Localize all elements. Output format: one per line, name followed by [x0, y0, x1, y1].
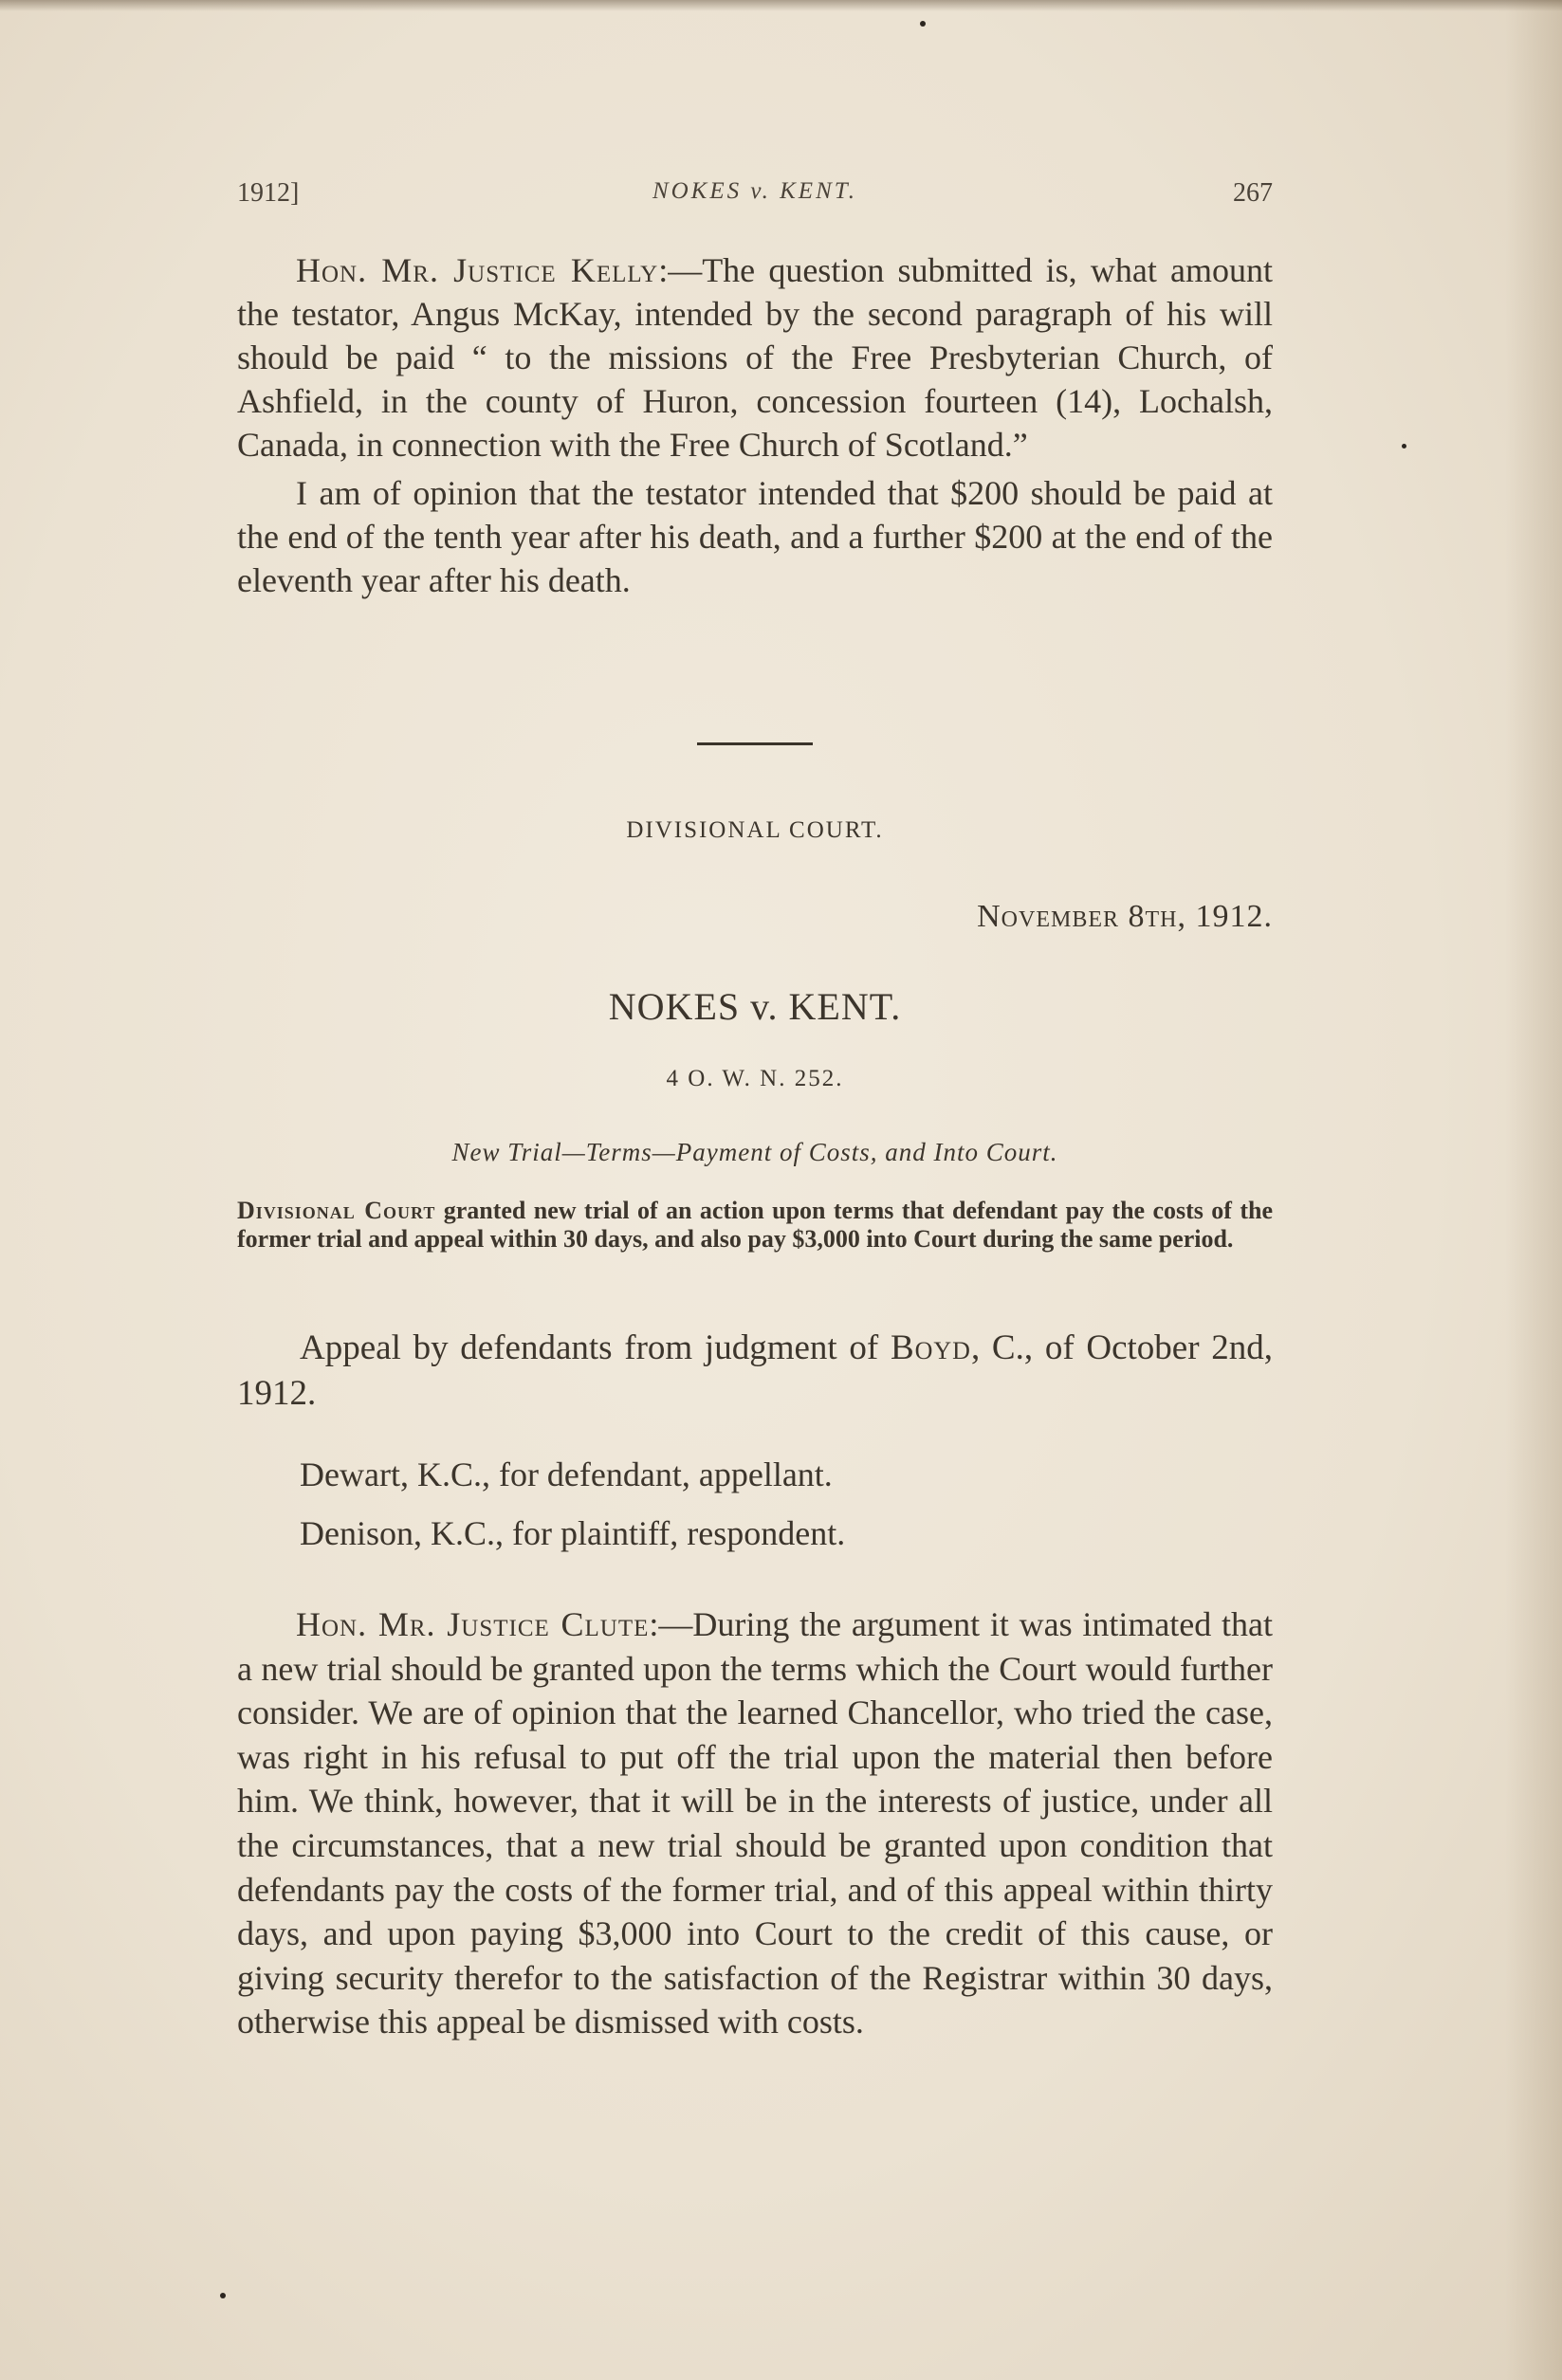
print-speck [920, 21, 926, 27]
page-right-shadow [1505, 0, 1562, 2380]
case-title: NOKES v. KENT. [608, 985, 902, 1028]
print-speck [1402, 444, 1406, 449]
section-divider [697, 742, 813, 745]
counsel-plaintiff: Denison, K.C., for plaintiff, respondent. [300, 1514, 846, 1552]
judge-clute-label: Hon. Mr. Justice Clute [296, 1605, 650, 1643]
counsel-defendant: Dewart, K.C., for defendant, appellant. [300, 1455, 833, 1493]
judgment-body: :—During the argument it was intimated that a new trial should be granted upon the terms which the Court would further consider. We are of opinion that the learned Chancellor, who tried the case, was right in his refusal to put off the trial upon the material then before him. We think, however, that it will be in the interests of justice, under all the circumstances, that a new trial should be granted upon condition that defendants pay the costs of the former trial, and of this appeal within thirty days, and upon paying $3,000 into Court to the credit of this cause, or giving security therefor to the satisfaction of the Registrar within 30 days, otherwise this appeal be dismissed with costs. [237, 1605, 1273, 2041]
running-head-title: NOKES v. KENT. [652, 178, 858, 204]
appeal-rest: , C., of October 2nd, 1912. [237, 1328, 1273, 1413]
headnote-text: granted new trial of an action upon terms that defendant pay the costs of the former trial and appeal within 30 days, and also pay $3,000 into Court during the same period. [237, 1197, 1273, 1253]
case-citation: 4 O. W. N. 252. [666, 1066, 844, 1091]
appeal-judge: Boyd [890, 1328, 971, 1367]
print-speck [220, 2293, 226, 2298]
page-top-edge [0, 0, 1562, 11]
judge-kelly-label: Hon. Mr. Justice Kelly [296, 251, 659, 289]
decision-date-text: November 8th, 1912. [977, 899, 1273, 934]
prior-judgment-text-1: :—The question submitted is, what amount the testator, Angus McKay, intended by the second paragraph of his will should be paid “ to the missions of the Free Presbyterian Church, of Ashfield, in the county of Huron, concession fourteen (14), Lochalsh, Canada, in connection with the Free Church of Scotland.” [237, 251, 1273, 464]
appeal-statement [237, 1326, 1273, 1417]
prior-judgment-para-1 [237, 248, 1273, 467]
judgment-text [237, 1602, 1273, 2044]
running-head [237, 178, 1273, 216]
catchwords: New Trial—Terms—Payment of Costs, and Into Court. [451, 1138, 1058, 1166]
prior-judgment-para-2: I am of opinion that the testator intended that $200 should be paid at the end of the tenth year after his death, and a further $200 at the end of the eleventh year after his death. [237, 474, 1273, 599]
prior-judgment [237, 248, 1273, 607]
appeal-lead: Appeal by defendants from judgment of [300, 1328, 891, 1367]
headnote-lead: Divisional Court [237, 1197, 436, 1224]
page-number: 267 [1233, 178, 1273, 208]
decision-date [237, 899, 1273, 935]
running-head-year: 1912] [237, 178, 300, 208]
court-name: DIVISIONAL COURT. [626, 817, 884, 843]
headnote [237, 1197, 1273, 1254]
